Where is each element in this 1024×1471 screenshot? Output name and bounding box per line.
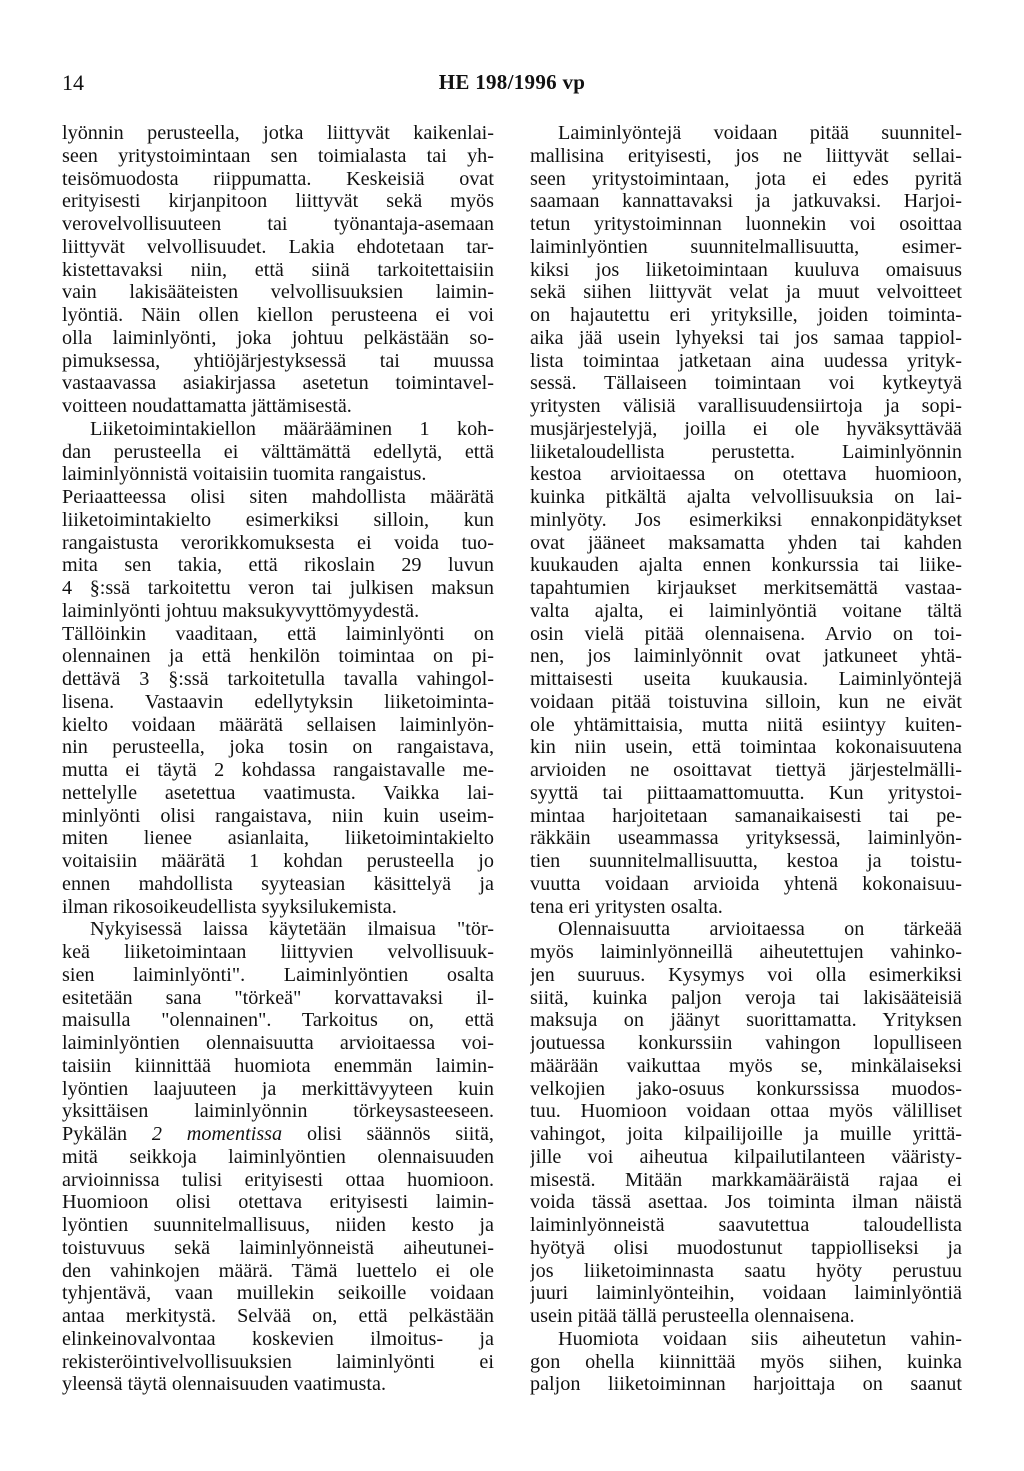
text-line: yritysten välisiä varallisuudensiirtoja ja sopi- bbox=[530, 395, 962, 417]
text-line: 4 §:ssä tarkoitettu veron tai julkisen maksun bbox=[62, 577, 494, 599]
text-line: verovelvollisuuteen tai työnantaja-asemaan bbox=[62, 213, 494, 235]
text-line: laiminlyönneistä saavutettua taloudellista bbox=[530, 1214, 962, 1236]
text-line: olennainen ja että henkilön toimintaa on pi- bbox=[62, 645, 494, 668]
page-number: 14 bbox=[62, 70, 84, 95]
text-line: tien suunnitelmallisuutta, kestoa ja toistu- bbox=[530, 850, 962, 872]
text-line: lyönnin perusteella, jotka liittyvät kaikenlai- bbox=[62, 122, 494, 144]
text-line: antaa merkitystä. Selvää on, että pelkästään bbox=[62, 1305, 494, 1327]
text-line: jille voi aiheutua kilpailutilanteen vääristy- bbox=[530, 1145, 962, 1168]
text-line: arvioiden ne osoittavat tiettyä järjestelmälli- bbox=[530, 759, 962, 781]
right-text-column bbox=[530, 122, 962, 1396]
text-line: voidaan pitää toistuvina silloin, kun ne eivät bbox=[530, 690, 962, 713]
text-line: mintaa harjoitetaan samanaikaisesti tai pe- bbox=[530, 804, 962, 827]
text-line: joutuessa konkurssiin vahingon lopulliseen bbox=[530, 1032, 962, 1054]
text-line: maksuja on jäänyt suorittamatta. Yrityksen bbox=[530, 1009, 962, 1032]
text-line: siitä, kuinka paljon veroja tai lakisääteisiä bbox=[530, 986, 962, 1009]
text-line: lisena. Vastaavin edellytyksin liiketoiminta- bbox=[62, 690, 494, 713]
text-line: kiksi jos liiketoimintaan kuuluva omaisuus bbox=[530, 258, 962, 281]
text-line: voitaisiin määrätä 1 kohdan perusteella jo bbox=[62, 850, 494, 872]
text-line: maisulla "olennainen". Tarkoitus on, että bbox=[62, 1009, 494, 1032]
text-line: laiminlyönnistä voitaisiin tuomita rangaistus. bbox=[62, 463, 427, 486]
text-line: yleensä täytä olennaisuuden vaatimusta. bbox=[62, 1373, 387, 1396]
text-line: lyöntien suunnitelmallisuus, niiden kesto ja bbox=[62, 1214, 494, 1236]
text-line: tyhjentävä, vaan muillekin seikoille voidaan bbox=[62, 1282, 494, 1305]
text-line: nin perusteella, joka tosin on rangaistava, bbox=[62, 736, 494, 759]
document-id: HE 198/1996 vp bbox=[438, 70, 586, 94]
text-line: kuukauden ajalta ennen konkurssia tai liike- bbox=[530, 554, 962, 577]
text-line: arvioinnissa tulisi erityisesti ottaa huomioon. bbox=[62, 1168, 494, 1191]
text-line: laiminlyöntien olennaisuutta arvioitaessa voi- bbox=[62, 1032, 494, 1054]
text-line: tena eri yritysten osalta. bbox=[530, 895, 723, 918]
text-line: vastaavassa asiakirjassa asetetun toimintavel- bbox=[62, 372, 494, 395]
text-line: ovat jääneet maksamatta yhden tai kahden bbox=[530, 531, 962, 554]
text-line: usein pitää tällä perusteella olennaisena. bbox=[530, 1305, 855, 1327]
text-line: taisiin kiinnittää huomiota enemmän laimin- bbox=[62, 1054, 494, 1077]
text-line: määrään vaikuttaa myös se, minkälaiseksi bbox=[530, 1054, 962, 1077]
text-line: valta ajalta, ei laiminlyöntiä voitane tältä bbox=[530, 599, 962, 622]
text-line: sessä. Tällaiseen toimintaan voi kytkeytyä bbox=[530, 372, 962, 395]
text-line: pimuksessa, yhtiöjärjestyksessä tai muussa bbox=[62, 349, 494, 372]
text-line: erityisesti kirjanpitoon liittyvät sekä myös bbox=[62, 190, 494, 213]
text-line: miten lienee asianlaita, liiketoimintakielto bbox=[62, 827, 494, 850]
text-line: ennen mahdollista syyteasian käsittelyä ja bbox=[62, 872, 494, 895]
text-line: aika jää usein lyhyeksi tai jos samaa tappiol- bbox=[530, 326, 962, 349]
text-line: seen yritystoimintaan, jota ei edes pyritä bbox=[530, 167, 962, 190]
text-line: nen, jos laiminlyönnit ovat jatkuneet yhtä- bbox=[530, 645, 962, 668]
text-line: olla laiminlyönti, joka johtuu pelkästään so- bbox=[62, 326, 494, 349]
text-line: seen yritystoimintaan sen toimialasta tai yh- bbox=[62, 144, 494, 167]
text-line: esitetään sana "törkeä" korvattavaksi il- bbox=[62, 986, 494, 1009]
text-line: lyöntien laajuuteen ja merkittävyyteen kuin bbox=[62, 1077, 494, 1100]
text-line: minlyöty. Jos esimerkiksi ennakonpidätykset bbox=[530, 508, 962, 531]
text-line: osin vielä pitää olennaisena. Arvio on toi- bbox=[530, 622, 962, 645]
text-line: Liiketoimintakiellon määrääminen 1 koh- bbox=[90, 417, 494, 440]
text-line: mitä seikkoja laiminlyöntien olennaisuuden bbox=[62, 1145, 494, 1168]
text-line: vain lakisääteisten velvollisuuksien laimin- bbox=[62, 281, 494, 304]
text-line: Tällöinkin vaaditaan, että laiminlyönti on bbox=[62, 622, 494, 645]
text-line: saamaan kannattavaksi ja jatkuvaksi. Harjoi- bbox=[530, 190, 962, 213]
text-line: mittaisesti useita kuukausia. Laiminlyöntejä bbox=[530, 668, 962, 690]
text-line: yksittäisen laiminlyönnin törkeysasteeseen. bbox=[62, 1100, 494, 1123]
text-line: Huomiota voidaan siis aiheutetun vahin- bbox=[558, 1327, 962, 1350]
text-line: kielto voidaan määrätä sellaisen laiminlyön- bbox=[62, 713, 494, 736]
text-line: voida tässä asettaa. Jos toiminta ilman näistä bbox=[530, 1191, 962, 1214]
text-line: Pykälän 2 momentissa olisi säännös siitä, bbox=[62, 1123, 494, 1145]
text-line: ole yhtämittaisia, mutta niitä esiintyy kuiten- bbox=[530, 713, 962, 736]
text-line: laiminlyönti johtuu maksukyvyttömyydestä. bbox=[62, 599, 420, 622]
text-line: vahingot, joita kilpailijoille ja muille yrittä- bbox=[530, 1123, 962, 1145]
text-line: dan perusteella ei välttämättä edellytä, että bbox=[62, 440, 494, 463]
text-line: keä liiketoimintaan liittyvien velvollisuuk- bbox=[62, 941, 494, 963]
text-line: Huomioon olisi otettava erityisesti laimin- bbox=[62, 1191, 494, 1214]
text-line: paljon liiketoiminnan harjoittaja on saanut bbox=[530, 1373, 962, 1396]
text-line: nettelylle asetettua vaatimusta. Vaikka lai- bbox=[62, 781, 494, 804]
text-line: kistettavaksi niin, että siinä tarkoitettaisiin bbox=[62, 258, 494, 281]
text-line: sekä siihen liittyvät velat ja muut velvoitteet bbox=[530, 281, 962, 304]
text-line: liittyvät velvollisuudet. Lakia ehdotetaan tar- bbox=[62, 235, 494, 258]
text-line: jos liiketoiminnasta saatu hyöty perustuu bbox=[530, 1259, 962, 1282]
text-line: kuinka pitkältä ajalta velvollisuuksia on lai- bbox=[530, 486, 962, 508]
text-line: juuri laiminlyönteihin, voidaan laiminlyöntiä bbox=[530, 1282, 962, 1305]
text-line: syyttä tai piittaamattomuutta. Kun yritystoi- bbox=[530, 781, 962, 804]
text-line: Nykyisessä laissa käytetään ilmaisua "tör- bbox=[90, 918, 494, 941]
text-line: minlyönti olisi rangaistava, niin kuin useim- bbox=[62, 804, 494, 827]
text-line: vuutta voidaan arvioida yhtenä kokonaisuu- bbox=[530, 872, 962, 895]
text-line: den vahinkojen määrä. Tämä luettelo ei ole bbox=[62, 1259, 494, 1282]
text-line: lyöntiä. Näin ollen kiellon perusteena ei voi bbox=[62, 304, 494, 326]
text-line: misestä. Mitään markkamääräistä rajaa ei bbox=[530, 1168, 962, 1191]
text-line: elinkeinovalvontaa koskevien ilmoitus- ja bbox=[62, 1327, 494, 1350]
text-line: liiketoimintakielto esimerkiksi silloin, kun bbox=[62, 508, 494, 531]
text-line: gon ohella kiinnittää myös siihen, kuinka bbox=[530, 1350, 962, 1373]
text-line: kin niin usein, että toimintaa kokonaisuutena bbox=[530, 736, 962, 759]
text-line: musjärjestelyjä, joilla ei ole hyväksyttävää bbox=[530, 417, 962, 440]
text-line: tetun yritystoiminnan luonnekin voi osoittaa bbox=[530, 213, 962, 235]
text-line: ilman rikosoikeudellista syyksilukemista. bbox=[62, 895, 397, 918]
text-line: dettävä 3 §:ssä tarkoitetulla tavalla vahingol- bbox=[62, 668, 494, 690]
text-line: tuu. Huomioon voidaan ottaa myös välilliset bbox=[530, 1100, 962, 1123]
text-line: hyötyä olisi muodostunut tappiolliseksi ja bbox=[530, 1236, 962, 1259]
text-line: voitteen noudattamatta jättämisestä. bbox=[62, 395, 352, 417]
text-line: rekisteröintivelvollisuuksien laiminlyönti ei bbox=[62, 1350, 494, 1373]
text-line: Periaatteessa olisi siten mahdollista määrätä bbox=[62, 486, 494, 508]
text-line: jen suuruus. Kysymys voi olla esimerkiksi bbox=[530, 963, 962, 986]
text-line: toistuvuus sekä laiminlyönneistä aiheutunei- bbox=[62, 1236, 494, 1259]
text-line: velkojien jako-osuus konkurssissa muodos- bbox=[530, 1077, 962, 1100]
text-line: on hajautettu eri yrityksille, joiden toiminta- bbox=[530, 304, 962, 326]
text-line: myös laiminlyönneillä aiheutettujen vahinko- bbox=[530, 941, 962, 963]
text-line: sien laiminlyönti". Laiminlyöntien osalta bbox=[62, 963, 494, 986]
text-line: liiketaloudellista perustetta. Laiminlyönnin bbox=[530, 440, 962, 463]
text-line: teisömuodosta riippumatta. Keskeisiä ovat bbox=[62, 167, 494, 190]
text-line: tapahtumien kirjaukset merkitsemättä vastaa- bbox=[530, 577, 962, 599]
text-line: räkkäin useammassa yrityksessä, laiminlyön- bbox=[530, 827, 962, 850]
text-line: Olennaisuutta arvioitaessa on tärkeää bbox=[558, 918, 962, 941]
text-line: mutta ei täytä 2 kohdassa rangaistavalle me- bbox=[62, 759, 494, 781]
text-line: lista toimintaa jatketaan aina uudessa yrityk- bbox=[530, 349, 962, 372]
page-header bbox=[62, 70, 962, 100]
text-line: mita sen takia, että rikoslain 29 luvun bbox=[62, 554, 494, 577]
text-line: rangaistusta verorikkomuksesta ei voida tuo- bbox=[62, 531, 494, 554]
text-line: mallisina erityisesti, jos ne liittyvät sellai- bbox=[530, 144, 962, 167]
text-line: Laiminlyöntejä voidaan pitää suunnitel- bbox=[558, 122, 962, 144]
left-text-column bbox=[62, 122, 494, 1396]
text-line: laiminlyöntien suunnitelmallisuutta, esimer- bbox=[530, 235, 962, 258]
text-line: kestoa arvioitaessa on otettava huomioon, bbox=[530, 463, 962, 486]
